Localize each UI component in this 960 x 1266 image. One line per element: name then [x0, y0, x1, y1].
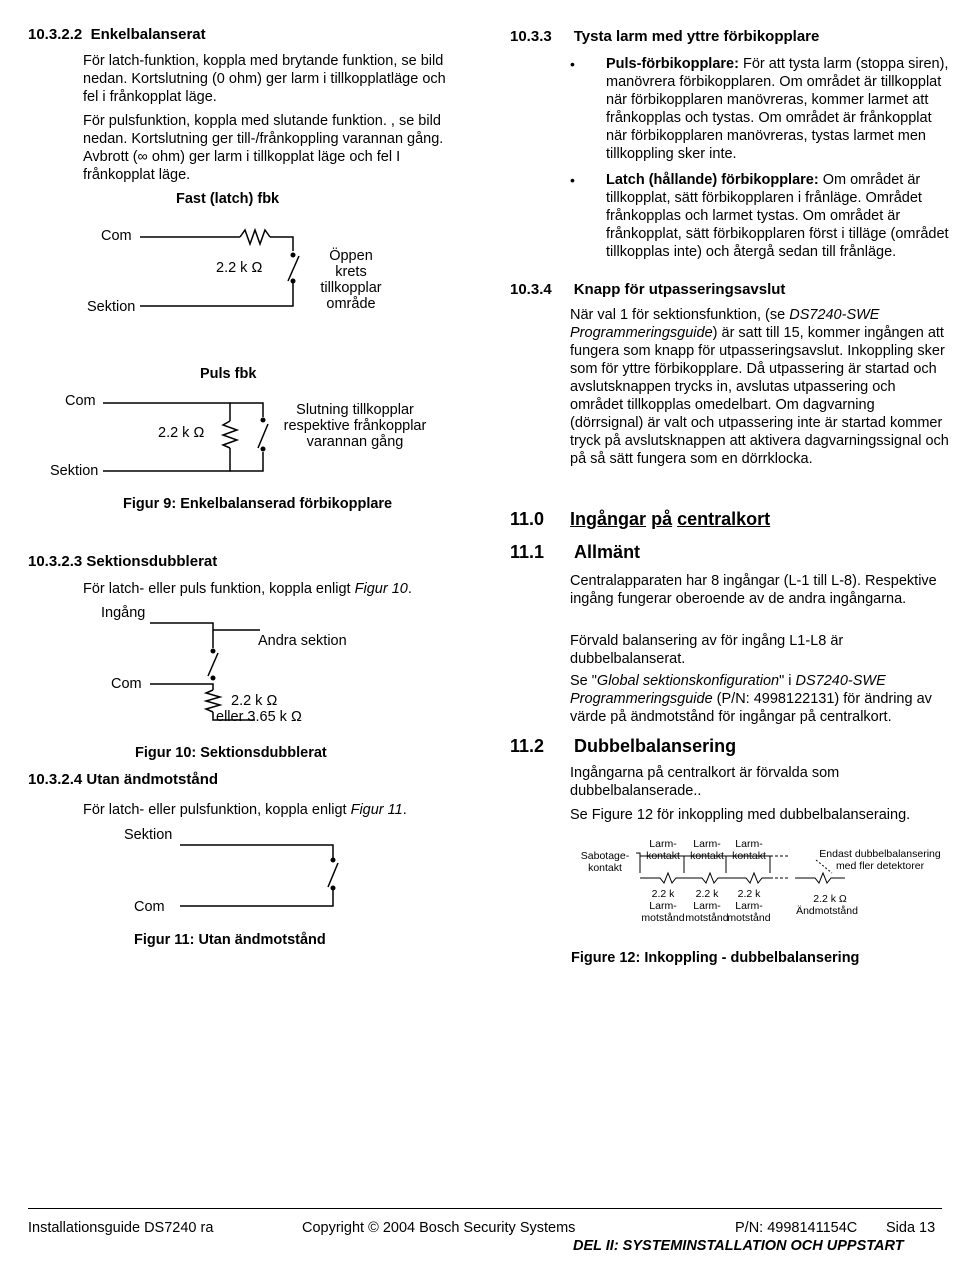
fig10-com-label: Com — [111, 676, 142, 692]
heading-10-3-2-3: 10.3.2.3 Sektionsdubblerat — [28, 553, 218, 570]
fig12-endast-label: Endast dubbelbalansering med fler detektorer — [819, 848, 941, 872]
fig10-resistor-label: 2.2 k Ω — [231, 693, 278, 709]
footer-part-number: P/N: 4998141154C — [735, 1220, 858, 1236]
fig12-larm2-label: Larm-kontakt — [690, 838, 724, 862]
fig9-open-circuit-label: Öppen krets tillkopplar område — [320, 248, 382, 312]
footer-copyright: Copyright © 2004 Bosch Security Systems — [302, 1220, 576, 1236]
footer-document-title: Installationsguide DS7240 ra — [28, 1220, 214, 1236]
fig12-caption: Figure 12: Inkoppling - dubbelbalansering — [571, 950, 860, 966]
fig9-com2-label: Com — [65, 393, 96, 409]
heading-10-3-2-2: 10.3.2.2 Enkelbalanserat — [28, 26, 206, 43]
fig12-sabotage-label: Sabotage-kontakt — [580, 850, 630, 874]
paragraph-allmant-2: Förvald balansering av för ingång L1-L8 är dubbelbalanserat. — [570, 633, 844, 667]
paragraph-puls: För pulsfunktion, koppla med slutande funktion. , se bild nedan. Kortslutning ger till-/frånkoppling varannan gång. Avbrott (∞ ohm) ger larm i tillkopplat läge och fel I frånkopplat läge. — [83, 113, 444, 183]
fig12-r1-label: 2.2 k — [651, 888, 675, 900]
fig11-com-label: Com — [134, 899, 165, 915]
fig11-sektion-label: Sektion — [124, 827, 173, 843]
paragraph-allmant-3: Se "Global sektionskonfiguration" i DS7240-SWE Programmeringsguide (P/N: 4998122131) för ändring av värde på ändmotstånd för ingångar på centralkort. — [570, 673, 932, 725]
footer-rule — [28, 1208, 942, 1209]
fig10-resistor-alt-label: eller 3.65 k Ω — [216, 709, 302, 725]
fig12-m2-label: Larm-motstånd — [685, 900, 729, 924]
fig10-andra-label: Andra sektion — [258, 633, 347, 649]
fig9-resistor-label: 2.2 k Ω — [216, 260, 263, 276]
paragraph-latch: För latch-funktion, koppla med brytande funktion, se bild nedan. Kortslutning (0 ohm) ger larm i tillkopplatläge och fel i frånkopplat läge. — [83, 53, 446, 105]
footer-page-number: Sida 13 — [886, 1220, 936, 1236]
fig10-caption: Figur 10: Sektionsdubblerat — [135, 745, 327, 761]
paragraph-dubbel-1: Ingångarna på centralkort är förvalda som dubbelbalanserade.. — [570, 765, 840, 799]
paragraph-sektionsdubblerat: För latch- eller puls funktion, koppla enligt Figur 10. — [83, 581, 412, 597]
paragraph-allmant-1: Centralapparaten har 8 ingångar (L-1 till L-8). Respektive ingång fungerar oberoende av de andra ingångarna. — [570, 573, 937, 607]
paragraph-dubbel-2: Se Figure 12 för inkoppling med dubbelbalanseraing. — [570, 807, 911, 823]
chapter-11-0-heading: 11.0 Ingångar på centralkort — [510, 509, 771, 529]
fig9-com-label: Com — [101, 228, 132, 244]
heading-10-3-3: 10.3.3 Tysta larm med yttre förbikopplare — [510, 28, 820, 45]
fig12-larm1-label: Larm-kontakt — [646, 838, 680, 862]
paragraph-utpassering: När val 1 för sektionsfunktion, (se DS7240-SWE Programmeringsguide) är satt till 15, kommer ingången att fungera som knapp för utpasseringsavslut. Inkoppling sker som för yttre förbikopplare. Då utpassering är startad och avslutsknappen trycks in, avslutas utpassering och området tillkopplas omedelbart. Om dagvarning (dörrsignal) är valt och utpassering inte är startad kommer tryck på avslutsknappen att aktivera dagvarningssignal och på så sätt fungera som en dörrklocka. — [570, 307, 949, 467]
heading-10-3-2-4: 10.3.2.4 Utan ändmotstånd — [28, 771, 219, 788]
fig9-sektion2-label: Sektion — [50, 463, 99, 479]
fig12-r2-label: 2.2 k — [695, 888, 719, 900]
fig12-andm-label: Ändmotstånd — [796, 905, 858, 917]
fig12-r4-label: 2.2 k Ω — [813, 893, 847, 905]
fig9-resistor2-label: 2.2 k Ω — [158, 425, 205, 441]
fig9-caption: Figur 9: Enkelbalanserad förbikopplare — [123, 496, 393, 512]
fig12-larm3-label: Larm-kontakt — [732, 838, 766, 862]
bullet-latch: • Latch (hållande) förbikopplare: Om området är tillkopplat, sätt förbikopplaren i frånläge. Området frånkopplas och larmet tystas. Om området är frånkopplat, sätt förbikopplaren först i tilläge (området tillkopplas inte) och återgå sedan till frånläge. — [570, 171, 950, 261]
copyright-symbol: © — [368, 1220, 379, 1236]
heading-10-3-4: 10.3.4 Knapp för utpasseringsavslut — [510, 281, 786, 298]
fig12-m3-label: Larm-motstånd — [727, 900, 771, 924]
fig10-ingang-label: Ingång — [101, 605, 146, 621]
paragraph-utan-andmotstand: För latch- eller pulsfunktion, koppla enligt Figur 11. — [83, 802, 407, 818]
heading-11-2: 11.2 Dubbelbalansering — [510, 736, 737, 756]
infinity-symbol: ∞ — [137, 149, 148, 165]
fig9-closing-label: Slutning tillkopplar respektive frånkopplar varannan gång — [283, 402, 427, 450]
footer-section-title: DEL II: SYSTEMINSTALLATION OCH UPPSTART — [573, 1238, 904, 1254]
bullet-puls: • Puls-förbikopplare: För att tysta larm (stoppa siren), manövrera förbikopplaren. Om området är tillkopplat när förbikopplaren manövreras, kommer larmet att frånkopplas och tystas. Om området är frånkopplat när förbikopplaren manövreras, tystas larmet men tillkoppling sker inte. — [570, 55, 950, 163]
heading-11-1: 11.1 Allmänt — [510, 542, 641, 562]
fig9-fast-title: Fast (latch) fbk — [176, 191, 280, 207]
fig11-caption: Figur 11: Utan ändmotstånd — [134, 932, 326, 948]
fig9-puls-title: Puls fbk — [200, 366, 257, 382]
fig9-sektion-label: Sektion — [87, 299, 136, 315]
fig12-r3-label: 2.2 k — [737, 888, 761, 900]
fig12-m1-label: Larm-motstånd — [641, 900, 685, 924]
